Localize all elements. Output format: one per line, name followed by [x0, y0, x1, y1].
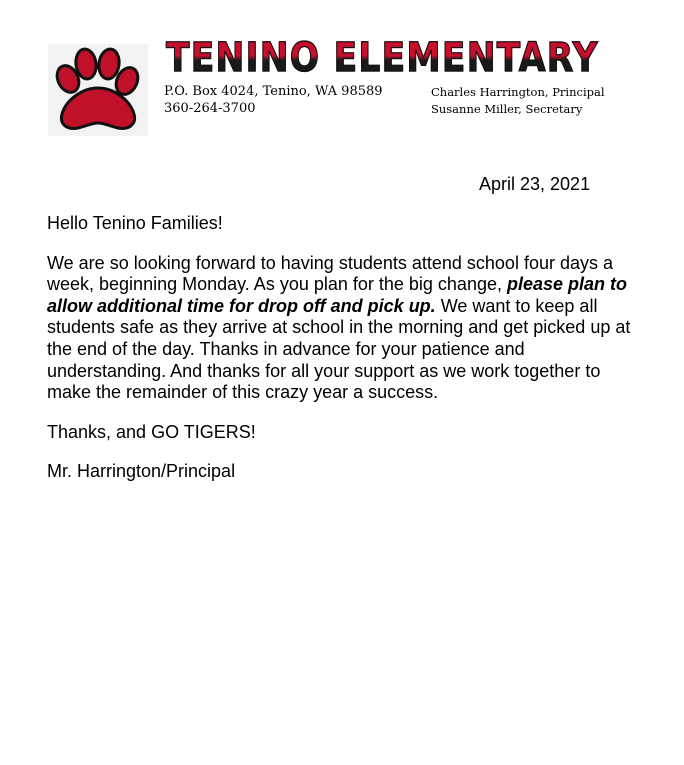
paw-print-icon	[48, 44, 148, 136]
letter-signature: Mr. Harrington/Principal	[47, 461, 236, 482]
school-address: P.O. Box 4024, Tenino, WA 98589	[164, 84, 383, 99]
letter-main-paragraph	[47, 253, 637, 404]
letterhead	[0, 0, 684, 150]
letter-body	[47, 213, 637, 501]
school-contact	[164, 83, 383, 117]
secretary-name: Susanne Miller, Secretary	[431, 102, 583, 116]
body-emphasis-text: please plan to allow additional time for drop off and pick up.	[47, 274, 628, 316]
school-name: TENINO ELEMENTARY	[166, 35, 599, 81]
body-text-part1: We are so looking forward to having students attend school four days a week, beginning Monday. As you plan for the big change,	[47, 252, 613, 295]
body-text-part2: We want to keep all students safe as they arrive at school in the morning and get picked up at the end of the day. Thanks in advance for your patience and understanding. And thanks for all your support as we work together to make the remainder of this crazy year a success.	[47, 295, 631, 403]
school-phone: 360-264-3700	[164, 101, 256, 116]
letter-greeting: Hello Tenino Families!	[47, 213, 223, 233]
school-staff	[431, 84, 605, 118]
letter-date: April 23, 2021	[479, 174, 591, 194]
principal-name: Charles Harrington, Principal	[431, 85, 605, 99]
letter-closing: Thanks, and GO TIGERS!	[47, 421, 256, 442]
